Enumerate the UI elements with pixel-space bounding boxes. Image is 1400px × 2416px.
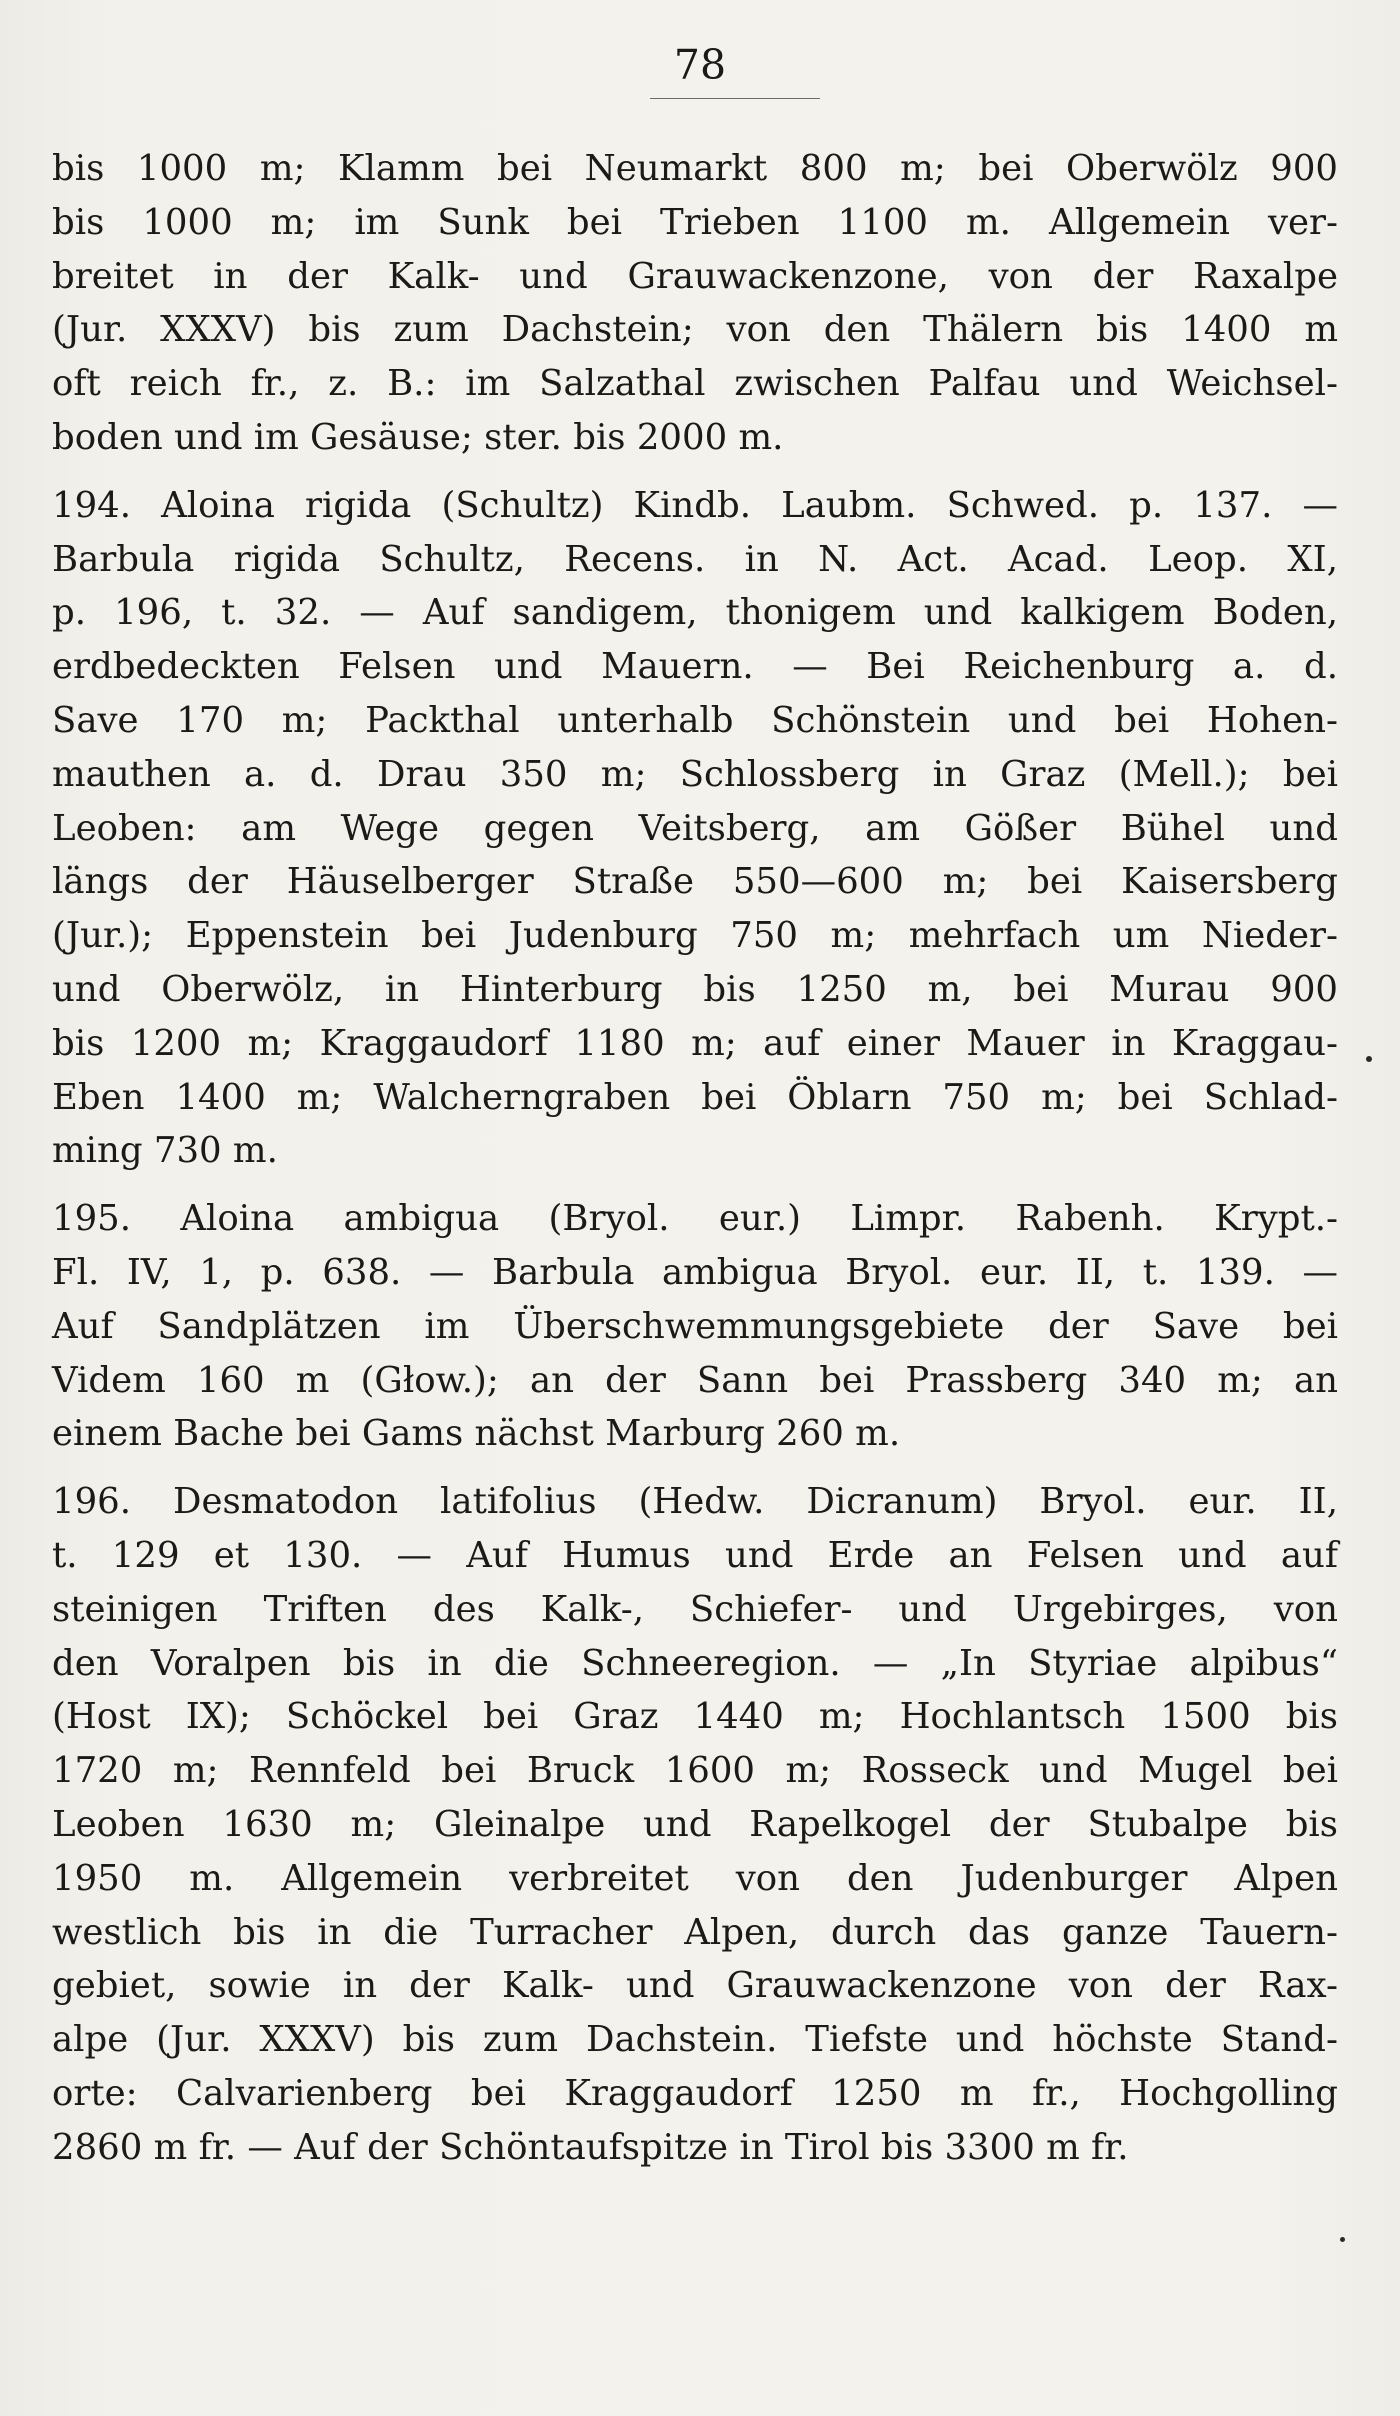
page-number: 78 — [673, 41, 727, 89]
entry-gap — [52, 1178, 1338, 1192]
text-line: steinigen Triften des Kalk-, Schiefer- und Urgebirges, von — [52, 1588, 1338, 1630]
text-line: bis 1200 m; Kraggaudorf 1180 m; auf einer Mauer in Kraggau- — [52, 1022, 1338, 1064]
text-line: 2860 m fr. — Auf der Schöntaufspitze in Tirol bis 3300 m fr. — [52, 2126, 1129, 2168]
header-rule — [650, 98, 820, 99]
text-line: Videm 160 m (Głow.); an der Sann bei Prassberg 340 m; an — [52, 1359, 1338, 1401]
text-line: 195. Aloina ambigua (Bryol. eur.) Limpr. Rabenh. Krypt.- — [52, 1198, 1338, 1240]
text-line: Leoben 1630 m; Gleinalpe und Rapelkogel der Stubalpe bis — [52, 1803, 1338, 1845]
text-line: bis 1000 m; im Sunk bei Trieben 1100 m. Allgemein ver- — [52, 201, 1338, 243]
text-line: Fl. IV, 1, p. 638. — Barbula ambigua Bryol. eur. II, t. 139. — — [52, 1251, 1338, 1293]
text-line: oft reich fr., z. B.: im Salzathal zwischen Palfau und Weichsel- — [52, 363, 1338, 405]
scan-speck — [1340, 2237, 1345, 2242]
text-line: 1950 m. Allgemein verbreitet von den Judenburger Alpen — [52, 1857, 1338, 1899]
text-line: gebiet, sowie in der Kalk- und Grauwackenzone von der Rax- — [52, 1965, 1338, 2007]
text-line: Barbula rigida Schultz, Recens. in N. Act. Acad. Leop. XI, — [52, 538, 1338, 580]
text-line: (Host IX); Schöckel bei Graz 1440 m; Hochlantsch 1500 bis — [52, 1696, 1338, 1738]
text-line: breitet in der Kalk- und Grauwackenzone, von der Raxalpe — [52, 255, 1338, 297]
text-line: 1720 m; Rennfeld bei Bruck 1600 m; Rosseck und Mugel bei — [52, 1750, 1338, 1792]
text-line: (Jur. XXXV) bis zum Dachstein; von den Thälern bis 1400 m — [52, 309, 1338, 351]
scan-speck — [1366, 1056, 1372, 1062]
text-line: bis 1000 m; Klamm bei Neumarkt 800 m; bei Oberwölz 900 — [52, 148, 1338, 189]
page-text — [52, 142, 1338, 2174]
text-line: und Oberwölz, in Hinterburg bis 1250 m, bei Murau 900 — [52, 968, 1338, 1010]
text-line: boden und im Gesäuse; ster. bis 2000 m. — [52, 416, 784, 458]
text-line: Auf Sandplätzen im Überschwemmungsgebiete der Save bei — [52, 1305, 1338, 1347]
text-line: den Voralpen bis in die Schneeregion. — „In Styriae alpibus“ — [52, 1642, 1338, 1684]
text-line: p. 196, t. 32. — Auf sandigem, thonigem und kalkigem Boden, — [52, 592, 1338, 634]
text-line: längs der Häuselberger Straße 550—600 m; bei Kaisersberg — [52, 861, 1338, 903]
text-line: 194. Aloina rigida (Schultz) Kindb. Laubm. Schwed. p. 137. — — [52, 484, 1338, 526]
text-line: Save 170 m; Packthal unterhalb Schönstein und bei Hohen- — [52, 699, 1338, 741]
text-line: ming 730 m. — [52, 1130, 278, 1172]
text-line: Eben 1400 m; Walcherngraben bei Öblarn 750 m; bei Schlad- — [52, 1076, 1338, 1118]
text-line: 196. Desmatodon latifolius (Hedw. Dicranum) Bryol. eur. II, — [52, 1481, 1338, 1523]
text-line: westlich bis in die Turracher Alpen, durch das ganze Tauern- — [52, 1911, 1338, 1953]
text-line: orte: Calvarienberg bei Kraggaudorf 1250 m fr., Hochgolling — [52, 2072, 1338, 2114]
text-line: t. 129 et 130. — Auf Humus und Erde an Felsen und auf — [52, 1534, 1338, 1576]
entry-gap — [52, 1461, 1338, 1475]
text-line: (Jur.); Eppenstein bei Judenburg 750 m; mehrfach um Nieder- — [52, 915, 1338, 957]
text-line: einem Bache bei Gams nächst Marburg 260 m. — [52, 1413, 901, 1455]
entry-gap — [52, 465, 1338, 479]
text-line: Leoben: am Wege gegen Veitsberg, am Gößer Bühel und — [52, 807, 1338, 849]
text-line: mauthen a. d. Drau 350 m; Schlossberg in Graz (Mell.); bei — [52, 753, 1338, 795]
text-line: erdbedeckten Felsen und Mauern. — Bei Reichenburg a. d. — [52, 646, 1338, 688]
text-line: alpe (Jur. XXXV) bis zum Dachstein. Tiefste und höchste Stand- — [52, 2019, 1338, 2061]
